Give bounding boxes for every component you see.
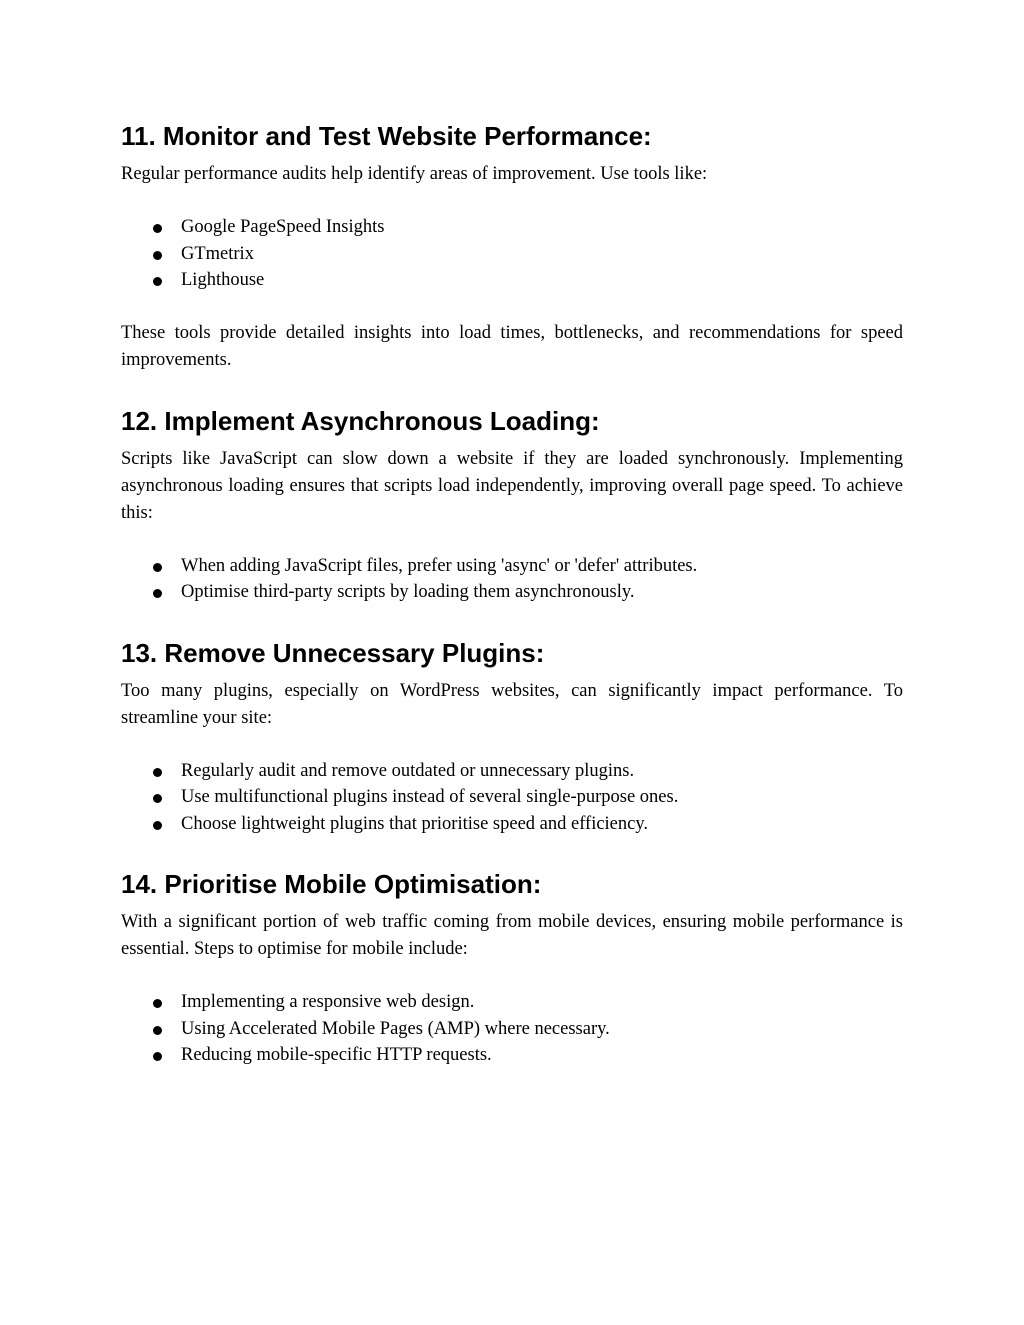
bullet-icon: [153, 768, 162, 777]
list-item: [121, 1042, 903, 1069]
section-heading: 13. Remove Unnecessary Plugins:: [121, 637, 545, 668]
section-heading: 14. Prioritise Mobile Optimisation:: [121, 869, 542, 899]
document-content: [121, 116, 903, 1069]
section-async-loading: [121, 401, 903, 606]
bullet-icon: [153, 589, 162, 598]
section-intro: Too many plugins, especially on WordPress websites, can significantly impact performance. To streamline your site:: [121, 680, 903, 728]
list-item-text: Using Accelerated Mobile Pages (AMP) where necessary.: [181, 1018, 610, 1039]
section-intro: With a significant portion of web traffic coming from mobile devices, ensuring mobile performance is essential. Steps to optimise for mobile include:: [121, 912, 903, 959]
bullet-icon: [153, 224, 162, 233]
list-item: [121, 553, 903, 580]
bullet-icon: [153, 821, 162, 830]
bullet-icon: [153, 1052, 162, 1061]
bullet-list: [121, 989, 903, 1069]
list-item: [121, 784, 903, 811]
list-item-text: When adding JavaScript files, prefer using 'async' or 'defer' attributes.: [181, 555, 698, 576]
list-item: [121, 579, 903, 606]
section-outro: These tools provide detailed insights into load times, bottlenecks, and recommendations for speed improvements.: [121, 322, 903, 370]
list-item: [121, 267, 903, 294]
list-item: [121, 811, 903, 838]
section-remove-plugins: [121, 633, 903, 838]
list-item: [121, 214, 903, 241]
list-item-text: Regularly audit and remove outdated or unnecessary plugins.: [181, 760, 635, 781]
list-item-text: Reducing mobile-specific HTTP requests.: [181, 1045, 492, 1065]
bullet-icon: [153, 277, 162, 286]
list-item-text: GTmetrix: [181, 243, 254, 264]
list-item: [121, 989, 903, 1016]
list-item-text: Implementing a responsive web design.: [181, 992, 475, 1012]
section-heading: 11. Monitor and Test Website Performance:: [121, 121, 652, 151]
bullet-list: [121, 214, 903, 294]
list-item: [121, 1016, 903, 1043]
list-item: [121, 758, 903, 785]
list-item-text: Choose lightweight plugins that prioritise speed and efficiency.: [181, 813, 649, 834]
section-monitor-performance: [121, 116, 903, 374]
list-item-text: Google PageSpeed Insights: [181, 217, 385, 237]
section-intro: Regular performance audits help identify areas of improvement. Use tools like:: [121, 164, 708, 184]
list-item-text: Lighthouse: [181, 270, 265, 290]
bullet-icon: [153, 794, 162, 803]
bullet-icon: [153, 1026, 162, 1035]
bullet-list: [121, 553, 903, 606]
section-intro: Scripts like JavaScript can slow down a website if they are loaded synchronously. Implementing asynchronous loading ensures that scripts load independently, improving overall page speed. To achieve this:: [121, 448, 903, 523]
list-item: [121, 241, 903, 268]
section-mobile-optimisation: [121, 864, 903, 1069]
list-item-text: Use multifunctional plugins instead of several single-purpose ones.: [181, 787, 679, 807]
bullet-icon: [153, 563, 162, 572]
list-item-text: Optimise third-party scripts by loading them asynchronously.: [181, 582, 635, 602]
section-heading: 12. Implement Asynchronous Loading:: [121, 405, 600, 436]
bullet-icon: [153, 999, 162, 1008]
bullet-icon: [153, 251, 162, 260]
bullet-list: [121, 758, 903, 838]
